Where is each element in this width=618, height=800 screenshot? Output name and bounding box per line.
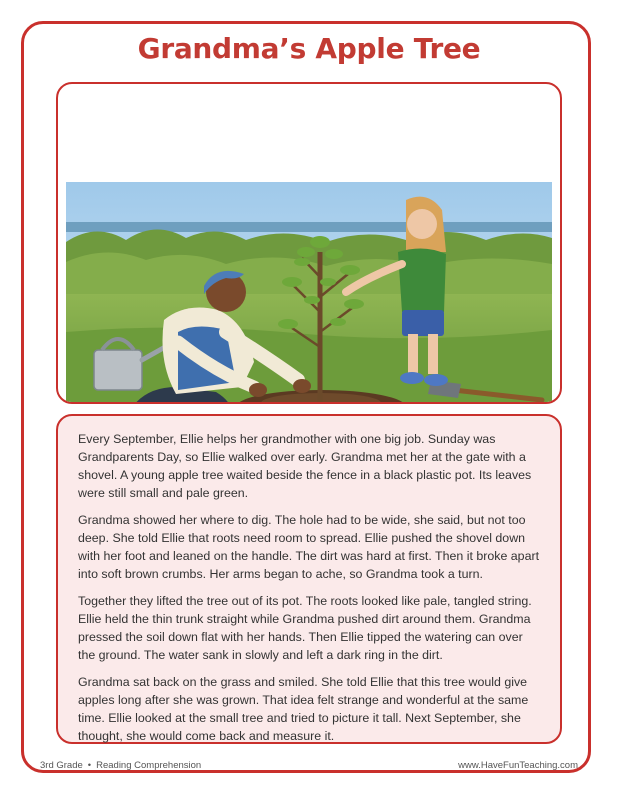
illustration-grandma-ellie-planting-tree — [66, 182, 552, 404]
footer-separator: • — [87, 760, 92, 771]
footer-grade: 3rd Grade — [40, 760, 83, 771]
page-title: Grandma’s Apple Tree — [137, 32, 481, 65]
footer-subject: Reading Comprehension — [96, 760, 202, 771]
story-paragraph: Grandma sat back on the grass and smiled. She told Ellie that this tree would give apples long after she was grown. That idea felt strange and wonderful at the same time. Ellie looked at the small tree and tried to picture it tall. Next September, she thought, she would come back and measure it. — [78, 675, 529, 743]
illustration-frame — [56, 82, 562, 404]
story-paragraph: Grandma showed her where to dig. The hole had to be wide, she said, but not too deep. She told Ellie that roots need room to spread. Ellie pushed the shovel down with her foot and leaned on the handle. The dirt was hard at first. Then it broke apart into soft brown crumbs. Her arms began to ache, so Grandma took a turn. — [78, 513, 540, 581]
footer-grade-subject — [40, 760, 201, 771]
story-paragraph: Every September, Ellie helps her grandmother with one big job. Sunday was Grandparents Day, so Ellie walked over early. Grandma met her at the gate with a shovel. A young apple tree waited beside the fence in a black plastic pot. Its leaves were still small and pale green. — [78, 432, 532, 500]
footer-website: www.HaveFunTeaching.com — [458, 760, 578, 771]
story-text-panel — [56, 414, 562, 744]
story-paragraph: Together they lifted the tree out of its pot. The roots looked like pale, tangled string. Ellie held the thin trunk straight while Grandma pushed dirt around them. Grandma pressed the soil down flat with her hands. Then Ellie tipped the watering can over the ground. The water sank in slowly and left a dark ring in the dirt. — [78, 594, 532, 662]
